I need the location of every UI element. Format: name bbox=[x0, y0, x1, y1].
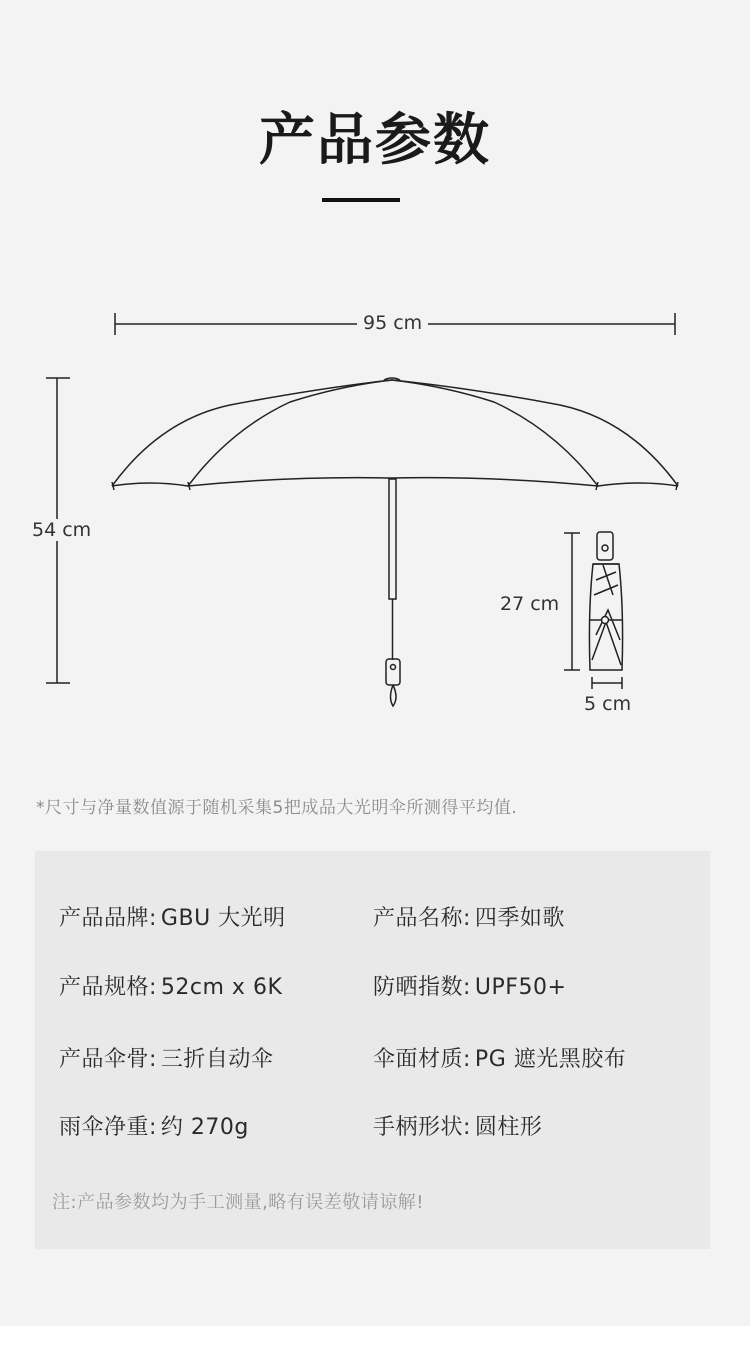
spec-row bbox=[35, 901, 710, 941]
spec-value: 52cm x 6K bbox=[160, 975, 283, 1000]
bottom-strip bbox=[0, 1326, 750, 1354]
umbrella-dimension-diagram bbox=[0, 290, 750, 730]
spec-label: 产品名称: bbox=[373, 906, 471, 931]
spec-brand bbox=[59, 901, 286, 932]
spec-label: 产品伞骨: bbox=[59, 1047, 157, 1072]
folded-length-label: 27 cm bbox=[494, 593, 565, 615]
spec-size bbox=[59, 970, 282, 1001]
spec-label: 产品规格: bbox=[59, 975, 157, 1000]
spec-value: 圆柱形 bbox=[474, 1115, 543, 1140]
spec-handle-shape bbox=[373, 1110, 542, 1141]
width-label: 95 cm bbox=[357, 312, 428, 334]
spec-label: 产品品牌: bbox=[59, 906, 157, 931]
spec-frame bbox=[59, 1042, 273, 1073]
spec-weight bbox=[59, 1110, 249, 1141]
measurement-note: 注:产品参数均为手工测量,略有误差敬请谅解! bbox=[52, 1192, 424, 1213]
spec-value: 三折自动伞 bbox=[160, 1047, 274, 1072]
spec-label: 伞面材质: bbox=[373, 1047, 471, 1072]
spec-value: 四季如歌 bbox=[474, 906, 565, 931]
measurement-disclaimer: *尺寸与净量数值源于随机采集5把成品大光明伞所测得平均值. bbox=[36, 798, 518, 818]
spec-row bbox=[35, 1110, 710, 1150]
spec-value: PG 遮光黑胶布 bbox=[474, 1047, 627, 1072]
spec-label: 手柄形状: bbox=[373, 1115, 471, 1140]
spec-value: GBU 大光明 bbox=[160, 906, 286, 931]
folded-umbrella-icon bbox=[589, 532, 622, 670]
spec-canopy-material bbox=[373, 1042, 626, 1073]
spec-row bbox=[35, 1042, 710, 1082]
spec-row bbox=[35, 970, 710, 1010]
umbrella-illustration bbox=[0, 290, 750, 730]
spec-upf bbox=[373, 970, 566, 1001]
spec-label: 雨伞净重: bbox=[59, 1115, 157, 1140]
folded-width-label: 5 cm bbox=[578, 693, 637, 715]
height-label: 54 cm bbox=[26, 519, 97, 541]
spec-product-name bbox=[373, 901, 565, 932]
spec-value: 约 270g bbox=[160, 1115, 249, 1140]
spec-value: UPF50+ bbox=[474, 975, 567, 1000]
title-underline bbox=[322, 198, 400, 202]
spec-label: 防晒指数: bbox=[373, 975, 471, 1000]
spec-panel bbox=[35, 851, 710, 1249]
page-title: 产品参数 bbox=[259, 108, 491, 173]
